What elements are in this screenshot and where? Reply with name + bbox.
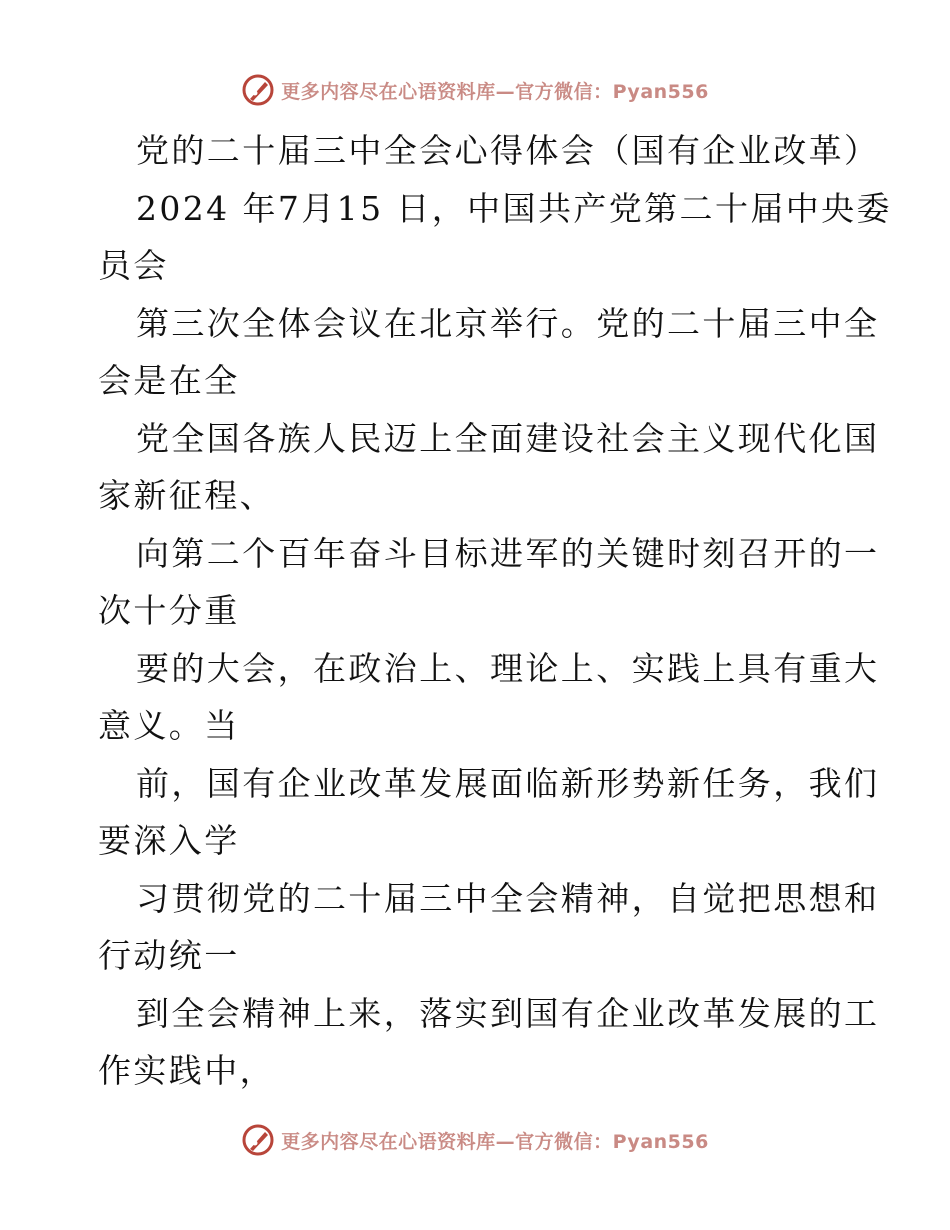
paragraph-line: 党全国各族人民迈上全面建设社会主义现代化国	[136, 418, 880, 458]
paragraph-line: 意义。当	[98, 706, 240, 745]
paragraph-line: 要深入学	[98, 821, 240, 860]
banner-text: 更多内容尽在心语资料库—官方微信：Pyan556	[281, 1130, 709, 1153]
paragraph-line: 作实践中，	[98, 1051, 275, 1090]
pen-logo-icon	[241, 73, 275, 107]
document-body	[98, 122, 892, 1100]
paragraph-line: 第三次全体会议在北京举行。党的二十届三中全	[136, 303, 880, 343]
paragraph-line: 到全会精神上来，落实到国有企业改革发展的工	[136, 993, 880, 1033]
paragraph-line: 向第二个百年奋斗目标进军的关键时刻召开的一	[136, 533, 880, 573]
paragraph-line: 员会	[98, 246, 169, 285]
paragraph-line: 次十分重	[98, 591, 240, 630]
paragraph-line: 家新征程、	[98, 476, 275, 515]
paragraph-line: 2024 年7月15 日，中国共产党第二十届中央委	[136, 188, 892, 228]
footer-watermark-banner	[0, 1120, 950, 1160]
paragraph-line: 行动统一	[98, 936, 240, 975]
pen-logo-icon	[241, 1123, 275, 1157]
paragraph-line: 要的大会，在政治上、理论上、实践上具有重大	[136, 648, 880, 688]
document-title: 党的二十届三中全会心得体会（国有企业改革）	[136, 131, 880, 170]
header-watermark-banner	[0, 70, 950, 110]
paragraph-line: 习贯彻党的二十届三中全会精神，自觉把思想和	[136, 878, 880, 918]
banner-text: 更多内容尽在心语资料库—官方微信：Pyan556	[281, 80, 709, 103]
paragraph-line: 前，国有企业改革发展面临新形势新任务，我们	[136, 763, 880, 803]
paragraph-line: 会是在全	[98, 361, 240, 400]
